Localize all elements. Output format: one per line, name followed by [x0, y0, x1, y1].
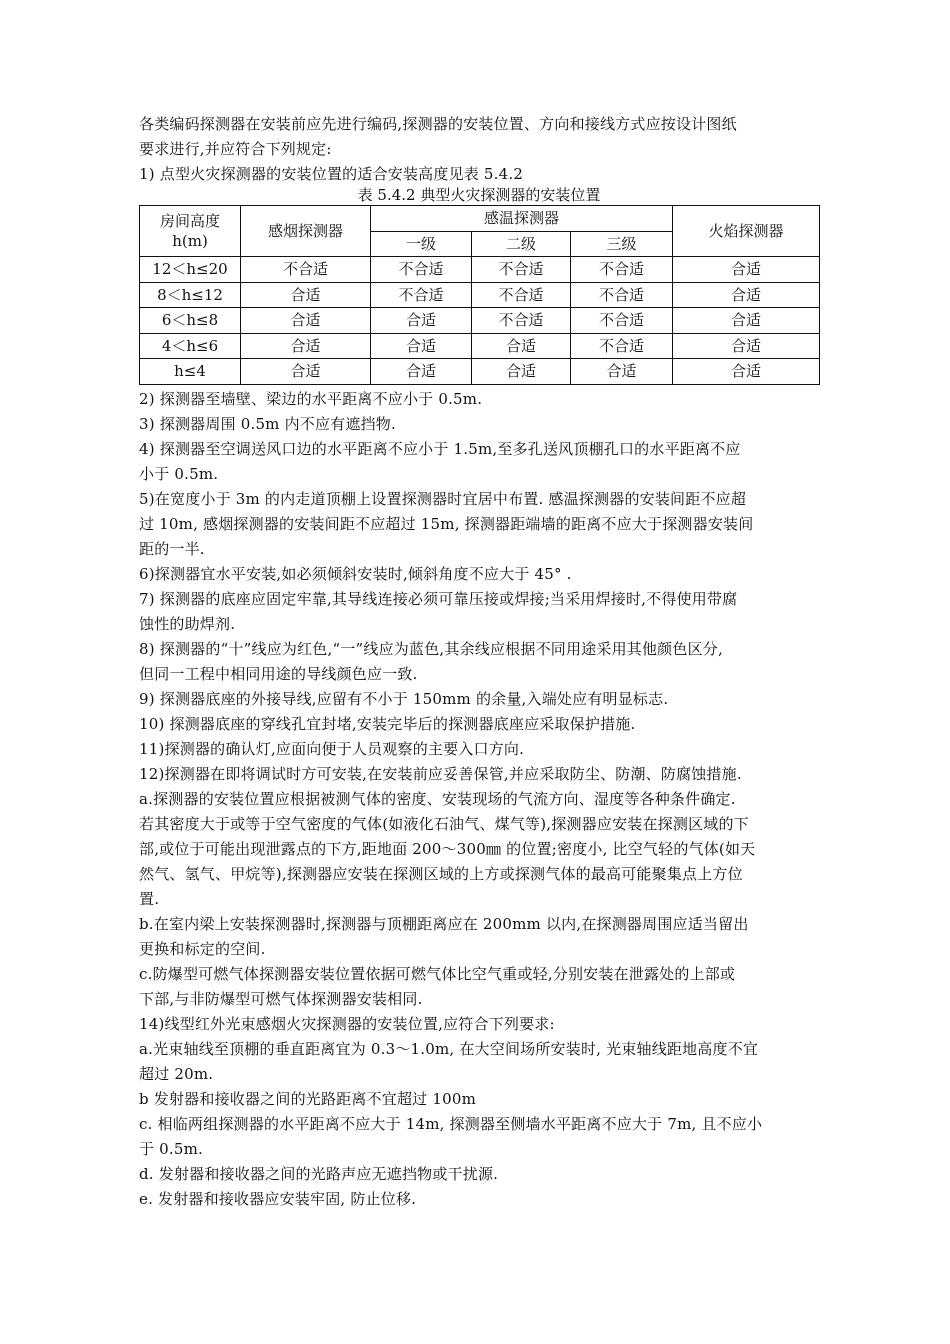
table-row	[140, 333, 820, 359]
item-5-line-2: 过 10m, 感烟探测器的安装间距不应超过 15m, 探测器距端墙的距离不应大于探测器安装间	[139, 514, 754, 533]
table-cell: 不合适	[571, 282, 673, 308]
item-3: 3) 探测器周围 0.5m 内不应有遮挡物.	[139, 414, 396, 433]
table-cell: 4＜h≤6	[140, 333, 241, 359]
item-11: 11)探测器的确认灯,应面向便于人员观察的主要入口方向.	[139, 739, 525, 758]
table-cell: 合适	[472, 333, 571, 359]
document-page	[139, 112, 819, 1212]
item-b-line-1: b.在室内梁上安装探测器时,探测器与顶棚距离应在 200mm 以内,在探测器周围应适当留出	[139, 914, 749, 933]
table-row	[140, 282, 820, 308]
table-cell: 6＜h≤8	[140, 308, 241, 334]
item-10: 10) 探测器底座的穿线孔宜封堵,安装完毕后的探测器底座应采取保护措施.	[139, 714, 636, 733]
table-cell: 不合适	[472, 282, 571, 308]
sub-item-b: b 发射器和接收器之间的光路距离不宜超过 100m	[139, 1089, 476, 1108]
item-6: 6)探测器宜水平安装,如必须倾斜安装时,倾斜角度不应大于 45° .	[139, 564, 572, 583]
table-cell: 合适	[673, 257, 820, 283]
table-row	[140, 359, 820, 385]
table-cell: 合适	[673, 359, 820, 385]
item-14: 14)线型红外光束感烟火灾探测器的安装位置,应符合下列要求:	[139, 1014, 555, 1033]
item-1: 1) 点型火灾探测器的安装位置的适合安装高度见表 5.4.2	[139, 165, 524, 183]
table-cell: 合适	[241, 359, 371, 385]
intro-line-1: 各类编码探测器在安装前应先进行编码,探测器的安装位置、方向和接线方式应按设计图纸	[139, 115, 737, 133]
table-cell: 不合适	[472, 257, 571, 283]
header-heat-level-3: 三级	[571, 231, 673, 257]
header-heat-level-2: 二级	[472, 231, 571, 257]
sub-item-a-line-2: 超过 20m.	[139, 1064, 214, 1083]
table-cell: 合适	[472, 359, 571, 385]
table-cell: 合适	[371, 308, 472, 334]
item-7-line-1: 7) 探测器的底座应固定牢靠,其导线连接必须可靠压接或焊接;当采用焊接时,不得使用带腐	[139, 589, 738, 608]
item-4-line-2: 小于 0.5m.	[139, 464, 219, 483]
item-12: 12)探测器在即将调试时方可安装,在安装前应妥善保管,并应采取防尘、防潮、防腐蚀措施.	[139, 764, 742, 783]
table-cell: 不合适	[571, 257, 673, 283]
item-5-line-1: 5)在宽度小于 3m 的内走道顶棚上设置探测器时宜居中布置. 感温探测器的安装间距不应超	[139, 489, 747, 508]
sub-item-a-line-1: a.光束轴线至顶棚的垂直距离宜为 0.3～1.0m, 在大空间场所安装时, 光束轴线距地高度不宜	[139, 1039, 759, 1058]
table-cell: 合适	[371, 333, 472, 359]
item-2: 2) 探测器至墙壁、梁边的水平距离不应小于 0.5m.	[139, 389, 483, 408]
header-heat-detector: 感温探测器	[371, 206, 673, 232]
table-cell: 合适	[571, 359, 673, 385]
table-cell: 不合适	[241, 257, 371, 283]
item-8-line-1: 8) 探测器的“十”线应为红色,“一”线应为蓝色,其余线应根据不同用途采用其他颜色区分,	[139, 639, 723, 658]
table-cell: 合适	[371, 359, 472, 385]
table-cell: 合适	[673, 282, 820, 308]
table-cell: 合适	[241, 333, 371, 359]
header-flame-detector: 火焰探测器	[673, 206, 820, 257]
item-a-line-2: 若其密度大于或等于空气密度的气体(如液化石油气、煤气等),探测器应安装在探测区域的下	[139, 814, 749, 833]
item-a-line-1: a.探测器的安装位置应根据被测气体的密度、安装现场的气流方向、湿度等各种条件确定.	[139, 789, 736, 808]
item-a-line-4: 然气、氢气、甲烷等),探测器应安装在探测区域的上方或探测气体的最高可能聚集点上方位	[139, 864, 743, 883]
table-cell: h≤4	[140, 359, 241, 385]
item-7-line-2: 蚀性的助焊剂.	[139, 614, 236, 633]
intro-line-2: 要求进行,并应符合下列规定:	[139, 140, 332, 158]
table-cell: 合适	[241, 282, 371, 308]
table-header-row	[140, 206, 820, 232]
table-caption: 表 5.4.2 典型火灾探测器的安装位置	[357, 186, 601, 204]
item-a-line-3: 部,或位于可能出现泄露点的下方,距地面 200～300㎜ 的位置;密度小, 比空气轻的气体(如天	[139, 839, 756, 858]
table-cell: 8＜h≤12	[140, 282, 241, 308]
item-a-line-5: 置.	[139, 889, 160, 908]
item-4-line-1: 4) 探测器至空调送风口边的水平距离不应小于 1.5m,至多孔送风顶棚孔口的水平距离不应	[139, 439, 741, 458]
item-5-line-3: 距的一半.	[139, 539, 205, 558]
header-smoke-detector: 感烟探测器	[241, 206, 371, 257]
table-cell: 不合适	[571, 333, 673, 359]
item-c-line-2: 下部,与非防爆型可燃气体探测器安装相同.	[139, 989, 423, 1008]
table-cell: 合适	[241, 308, 371, 334]
table-cell: 不合适	[571, 308, 673, 334]
table-row	[140, 308, 820, 334]
table-cell: 合适	[673, 333, 820, 359]
item-c-line-1: c.防爆型可燃气体探测器安装位置依据可燃气体比空气重或轻,分别安装在泄露处的上部或	[139, 964, 736, 983]
table-cell: 不合适	[371, 282, 472, 308]
sub-item-c-line-2: 于 0.5m.	[139, 1139, 204, 1158]
item-9: 9) 探测器底座的外接导线,应留有不小于 150mm 的余量,入端处应有明显标志.	[139, 689, 669, 708]
header-heat-level-1: 一级	[371, 231, 472, 257]
header-room-height: 房间高度 h(m)	[140, 206, 241, 257]
item-b-line-2: 更换和标定的空间.	[139, 939, 266, 958]
table-cell: 合适	[673, 308, 820, 334]
table-cell: 不合适	[472, 308, 571, 334]
item-8-line-2: 但同一工程中相同用途的导线颜色应一致.	[139, 664, 418, 683]
table-row	[140, 257, 820, 283]
sub-item-e: e. 发射器和接收器应安装牢固, 防止位移.	[139, 1189, 417, 1208]
detector-table	[139, 205, 820, 385]
table-cell: 12＜h≤20	[140, 257, 241, 283]
table-cell: 不合适	[371, 257, 472, 283]
sub-item-d: d. 发射器和接收器之间的光路声应无遮挡物或干扰源.	[139, 1164, 499, 1183]
sub-item-c-line-1: c. 相临两组探测器的水平距离不应大于 14m, 探测器至侧墙水平距离不应大于 7m, 且不应小	[139, 1114, 763, 1133]
